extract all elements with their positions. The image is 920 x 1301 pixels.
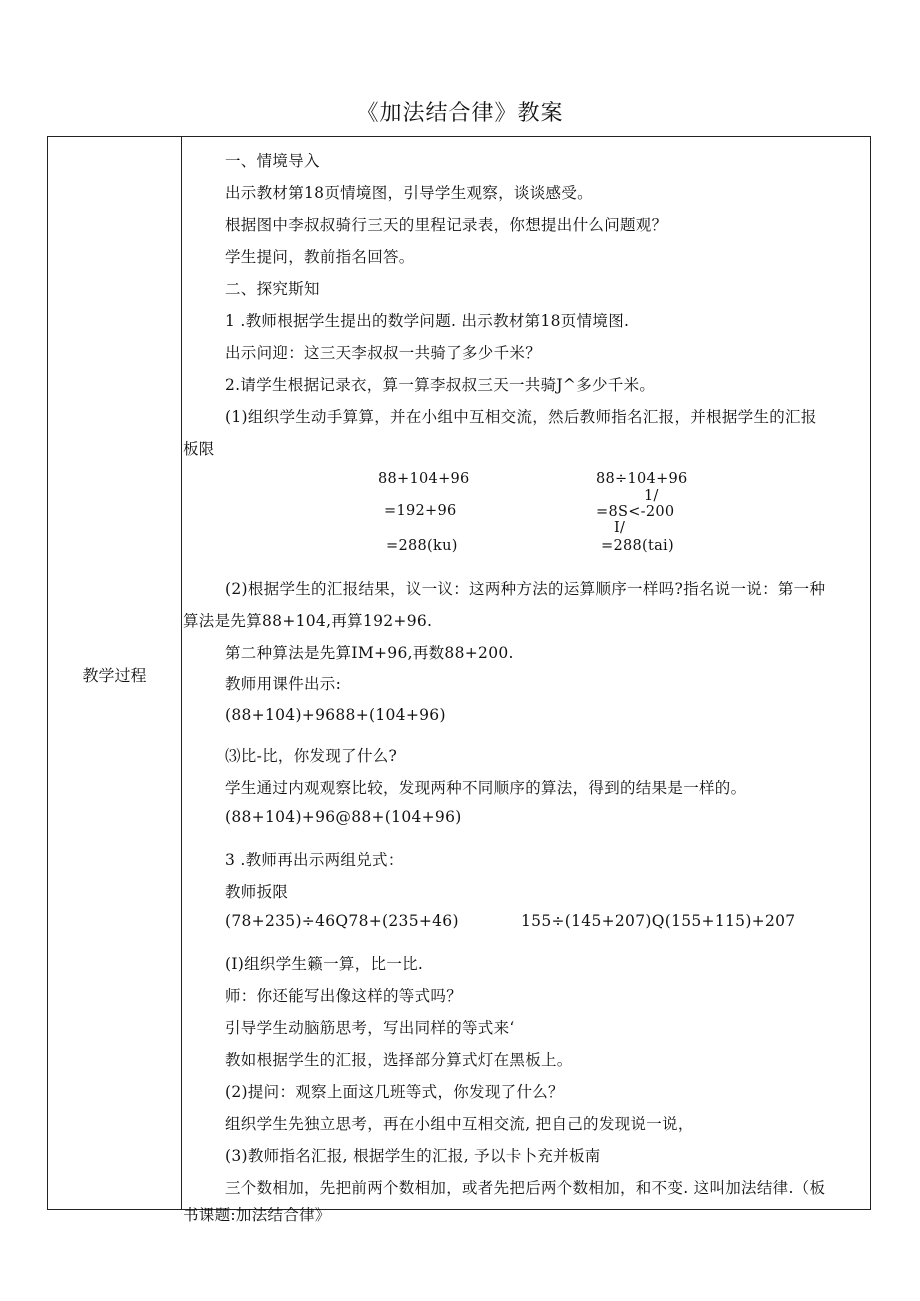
- calc-left-1: 88+104+96: [378, 471, 470, 487]
- text-line: 学生提问，教前指名回答。: [225, 248, 415, 266]
- column-divider: [181, 137, 182, 1209]
- text-line: 三个数相加，先把前两个数相加，或者先把后两个数相加，和不变. 这叫加法结律.（板: [225, 1179, 826, 1197]
- section-heading-2: 二、探究斯知: [225, 280, 320, 298]
- text-line: 2.请学生根据记录衣，算一算李叔叔三天一共骑J^多少千米。: [225, 376, 656, 394]
- calc-right-mark-2: I/: [614, 520, 626, 536]
- text-line: (2)根据学生的汇报结果，议一议：这两种方法的运算顺序一样吗?指名说一说：第一种: [225, 580, 826, 598]
- text-line: 板限: [183, 440, 215, 458]
- text-line-clipped: 书课题:加法结合律》: [183, 1206, 331, 1224]
- text-line: 组织学生先独立思考，再在小组中互相交流, 把自己的发现说一说，: [225, 1115, 694, 1133]
- text-line: 算法是先算88+104,再算192+96.: [183, 612, 433, 630]
- text-line: 根据图中李叔叔骑行三天的里程记录表，你想提出什么问题观？: [225, 216, 668, 234]
- text-line: 师：你还能写出像这样的等式吗？: [225, 987, 463, 1005]
- calc-left-3: =288(ku): [386, 538, 458, 554]
- calc-right-2: =8S<-200: [596, 504, 675, 520]
- text-line: 出示教材第18页情境图，引导学生观察，谈谈感受。: [225, 184, 593, 202]
- calc-left-2: =192+96: [384, 503, 457, 519]
- calc-right-mark-1: 1/: [644, 488, 659, 504]
- text-line: 教师扳限: [225, 883, 289, 901]
- document-title: 《加法结合律》教案: [356, 101, 564, 126]
- calc-right-1: 88÷104+96: [596, 471, 688, 487]
- text-line: 教如根据学生的汇报，选择部分算式灯在黑板上。: [225, 1051, 573, 1069]
- text-line: (1)组织学生动手算算，并在小组中互相交流，然后教师指名汇报，并根据学生的汇报: [225, 408, 817, 426]
- expression-line: 155÷(145+207)Q(155+115)+207: [521, 912, 796, 930]
- text-line: 3 .教师再出示两组兑式：: [225, 851, 404, 869]
- text-line: 教师用课件出示:: [225, 675, 342, 693]
- section-heading-1: 一、情境导入: [225, 152, 320, 170]
- text-line: (I)组织学生籁一算，比一比.: [225, 955, 424, 973]
- text-line: (3)教师指名汇报, 根据学生的汇报, 予以卡卜充并板南: [225, 1147, 601, 1165]
- lesson-table: [47, 136, 871, 1224]
- calc-right-3: =288(tai): [601, 538, 674, 554]
- text-line: (2)提问：观察上面这几班等式，你发现了什么？: [225, 1083, 564, 1101]
- row-label: 教学过程: [82, 666, 147, 685]
- text-line: 第二种算法是先算IM+96,再数88+200.: [225, 644, 514, 662]
- expression-line: (88+104)+9688+(104+96): [225, 706, 446, 724]
- text-line: 引导学生动脑筋思考，写出同样的等式来‘: [225, 1019, 515, 1037]
- expression-line: (88+104)+96@88+(104+96): [225, 808, 462, 826]
- expression-line: (78+235)÷46Q78+(235+46): [225, 912, 459, 930]
- text-line: 1 .教师根据学生提出的数学问题. 出示教材第18页情境图.: [225, 312, 630, 330]
- text-line: ⑶比-比，你发现了什么?: [225, 747, 398, 765]
- text-line: 出示问迎：这三天李叔叔一共骑了多少千米？: [225, 344, 542, 362]
- text-line: 学生通过内观观察比较，发现两种不同顺序的算法，得到的结果是一样的。: [225, 779, 747, 797]
